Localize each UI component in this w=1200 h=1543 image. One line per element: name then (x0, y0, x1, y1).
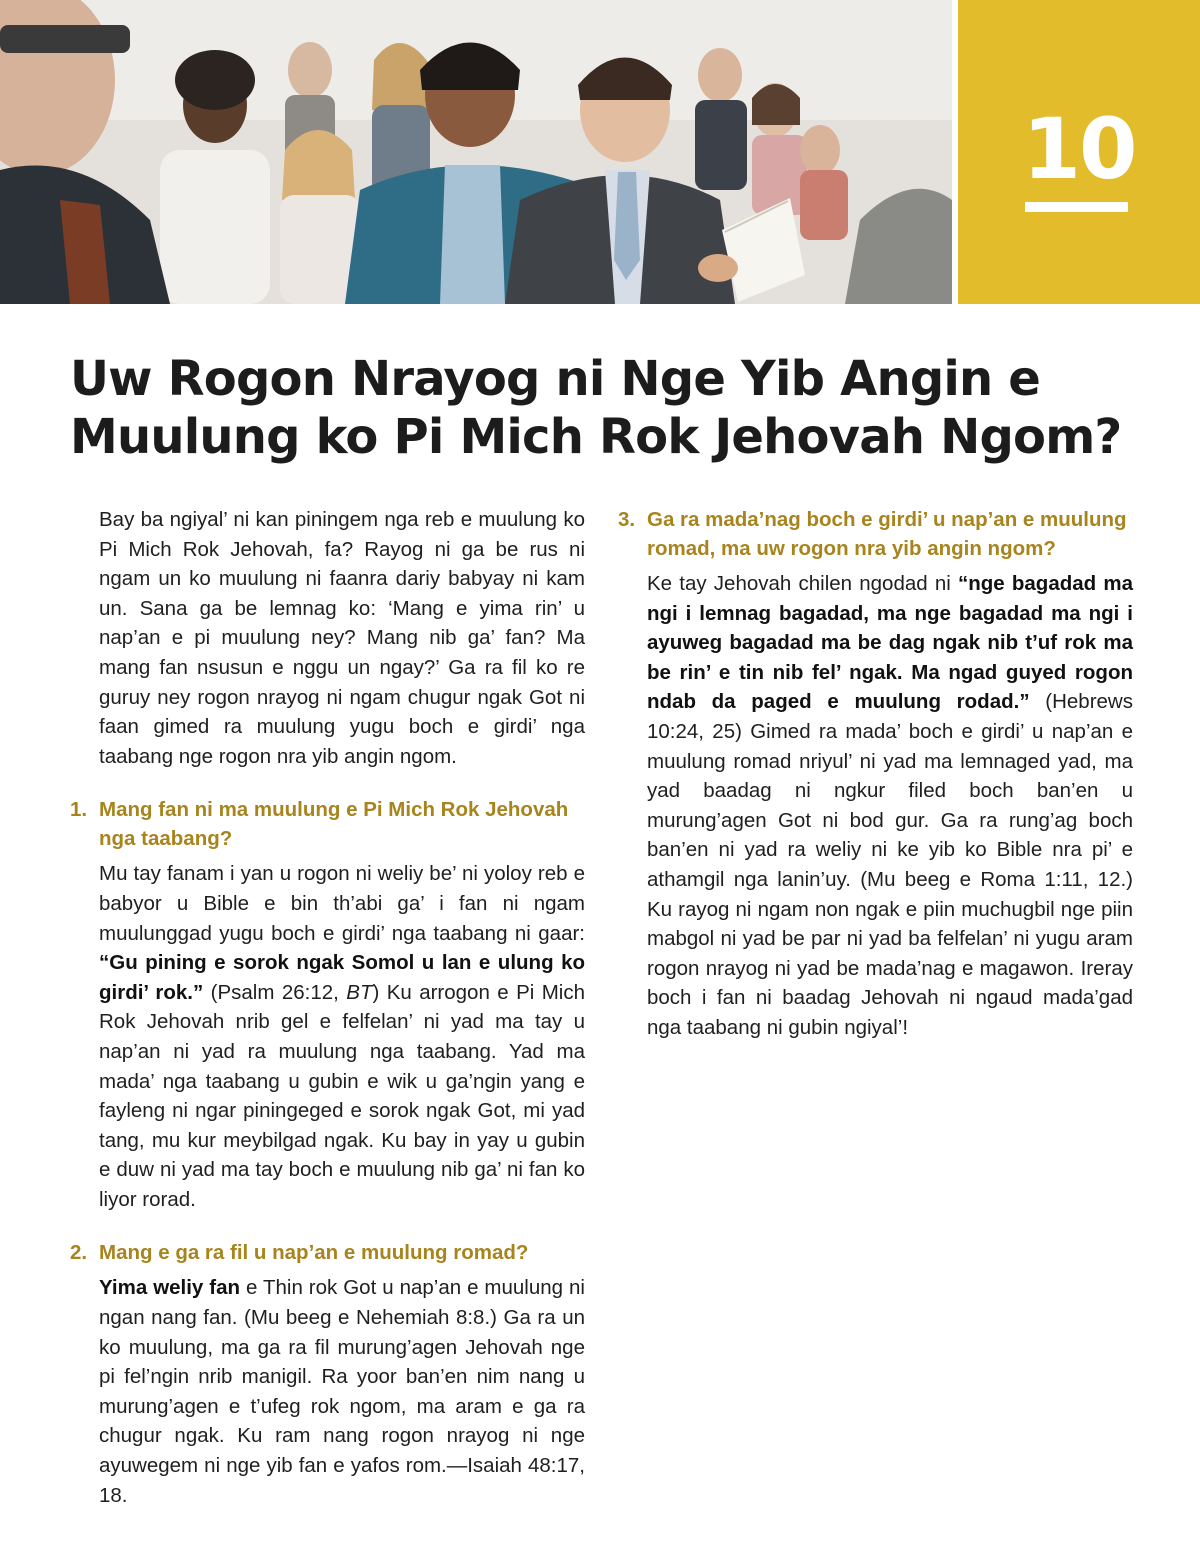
right-column (618, 505, 1133, 1043)
section-2-bold-start: Yima weliy fan (99, 1276, 241, 1300)
section-1-quote: “Gu pining e sorok ngak Somol u lan e ulung ko girdi’ rok.” (99, 951, 585, 1004)
section-1-text-b: (Psalm 26:12, (203, 980, 347, 1004)
section-1-number: 1. (70, 798, 88, 822)
section-2-question (70, 1238, 585, 1267)
page-title (70, 350, 1130, 466)
section-1-question (70, 795, 585, 853)
header-photo (0, 0, 952, 304)
section-3-text-b: (Hebrews 10:24, 25) Gimed ra mada’ boch e girdi’ u nap’an e muulung romad nriyul’ ni yad ma lemnaged yad, ma yad baadag ni ngkur filed boch ban’en u murung’agen Got ni bod gur. Ga ra rung’ag boch ban’en ni yad ra weliy ni ke yib ko Bible nra pi’ e athamgil nga lanin’uy. (Mu beeg e Roma 1:11, 12.) Ku rayog ni ngam non ngak e piin muchugbil nge piin mabgol ni yad be par ni yad ba felfelan’ ni yugu aram rogon nrayog ni yad be mada’nag e magawon. Ireray boch i fan ni baadag Jehovah ni ngaud mada’gad nga taabang ni gubin ngiyal’! (647, 690, 1133, 1039)
title-line-2: Muulung ko Pi Mich Rok Jehovah Ngom? (70, 409, 1122, 465)
left-column (70, 505, 585, 1510)
intro-paragraph: Bay ba ngiyal’ ni kan piningem nga reb e muulung ko Pi Mich Rok Jehovah, fa? Rayog ni ga be rus ni ngam un ko muulung ni faanra dariy babyay ni kam un. Sana ga be lemnag ko: ‘Mang e yima rin’ u nap’an e pi muulung ney? Mang nib ga’ fan? Ma mang fan nsusun e nggu un ngay?’ Ga ra fil ko re guruy ney rogon nrayog ni ngam chugur ngak Got ni faan gimed ra muulung yugu boch e girdi’ nga taabang nge rogon nra yib angin ngom. (99, 508, 585, 768)
section-1-paragraph (99, 859, 585, 1214)
section-2-number: 2. (70, 1241, 88, 1265)
badge-underline (1025, 202, 1128, 212)
lesson-number-badge (958, 0, 1200, 304)
section-3-paragraph (647, 569, 1133, 1043)
section-2-paragraph (99, 1273, 585, 1510)
congregation-photo-illustration (0, 0, 952, 304)
section-1-text-c: ) Ku arrogon e Pi Mich Rok Jehovah nrib gel e felfelan’ ni yad ma tay u nap’an ni yad ra muulung nga taabang. Yad ma mada’ nga taabang u gubin e wik u ga’ngin yang e fayleng ni ngar piningeged e sorok ngak Got, mi yad tang, mu kur meybilgad ngak. Ku bay in yay u gubin e duw ni yad ma tay boch e muulung nib ga’ ni fan ko liyor rorad. (99, 980, 585, 1211)
section-3-text-a: Ke tay Jehovah chilen ngodad ni (647, 572, 958, 595)
section-3-number: 3. (618, 508, 636, 531)
title-line-1: Uw Rogon Nrayog ni Nge Yib Angin e (70, 351, 1041, 407)
section-3-question-text: Ga ra mada’nag boch e girdi’ u nap’an e muulung romad, ma uw rogon nra yib angin ngom? (647, 508, 1127, 560)
section-3-quote: “nge bagadad ma ngi i lemnag bagadad, ma nge bagadad ma ngi i ayuweg bagadad ma be dag ngak nib t’uf rok ma be rin’ e tin nib fel’ ngak. Ma ngad guyed rogon ndab da paged e muulung rodad.” (647, 572, 1133, 714)
section-1-bible-version: BT (346, 980, 373, 1004)
section-2-text: e Thin rok Got u nap’an e muulung ni ngan nang fan. (Mu beeg e Nehemiah 8:8.) Ga ra un ko muulung, ma ga ra fil murung’agen Jehovah nge pi fel’ngin nrib manigil. Ra yoor ban’en nim nang u murung’agen e t’ufeg rok ngom, ma aram e ga ra chugur ngak. Ku ram nang rogon nrayog ni nge ayuwegem ni nge yib fan e yafos rom.—Isaiah 48:17, 18. (99, 1276, 585, 1507)
section-1-question-text: Mang fan ni ma muulung e Pi Mich Rok Jehovah nga taabang? (99, 798, 569, 851)
lesson-number: 10 (1022, 100, 1136, 198)
section-2-question-text: Mang e ga ra fil u nap’an e muulung romad? (99, 1241, 529, 1265)
section-1-text-a: Mu tay fanam i yan u rogon ni weliy be’ ni yoloy reb e babyor u Bible e bin th’abi ga’ i fan ni ngam muulunggad yugu boch e girdi’ nga taabang ni gaar: (99, 862, 585, 945)
section-3-question (618, 505, 1133, 563)
